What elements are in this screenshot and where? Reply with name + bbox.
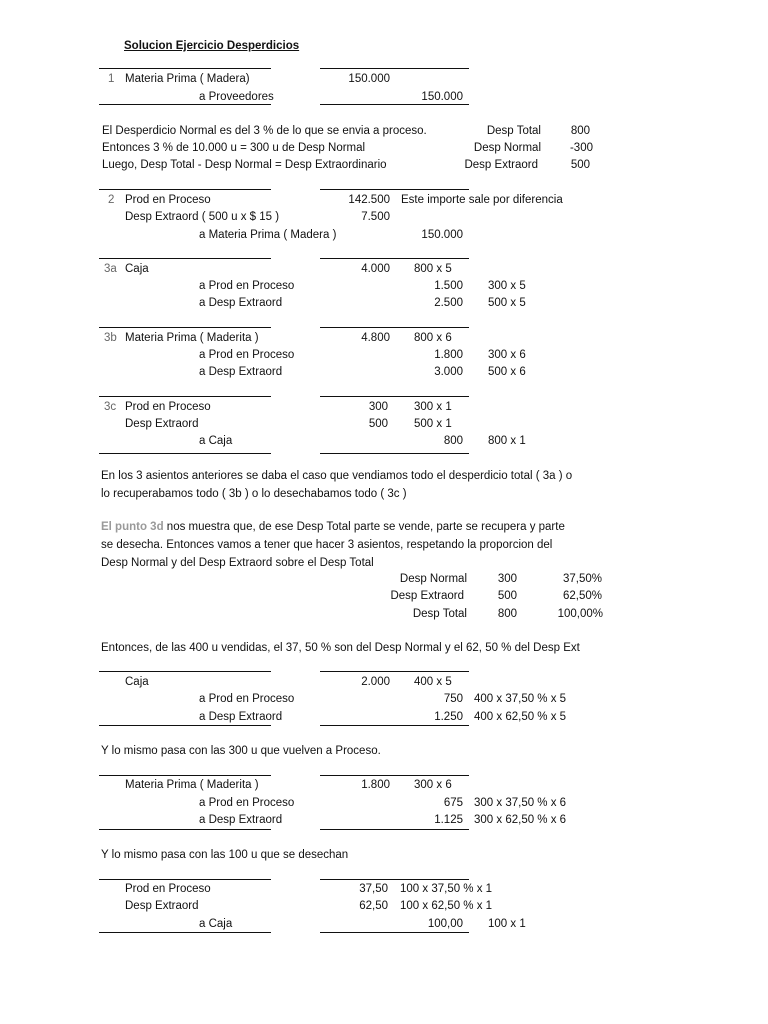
paragraph-line: se desecha. Entonces vamos a tener que hacer 3 asientos, respetando la proporcion del xyxy=(101,539,553,551)
debit-amount: 1.800 xyxy=(361,779,390,791)
entry-number: 1 xyxy=(108,73,115,85)
summary-label: Desp Extraord xyxy=(464,159,538,171)
proportion-pct: 62,50% xyxy=(562,590,602,602)
credit-account: a Prod en Proceso xyxy=(199,797,295,809)
credit-amount: 800 xyxy=(443,435,463,447)
debit-account: Materia Prima ( Maderita ) xyxy=(125,332,259,344)
debit-amount: 142.500 xyxy=(348,194,390,206)
summary-label: Desp Total xyxy=(486,125,541,137)
calc-note: 100 x 37,50 % x 1 xyxy=(400,883,493,895)
credit-amount: 1.800 xyxy=(434,349,463,361)
credit-amount: 1.500 xyxy=(434,280,463,292)
debit-account: Materia Prima ( Maderita ) xyxy=(125,779,259,791)
debit-account: Desp Extraord xyxy=(125,900,199,912)
paragraph-line: lo recuperabamos todo ( 3b ) o lo desechabamos todo ( 3c ) xyxy=(101,488,407,500)
credit-account: a Desp Extraord xyxy=(199,711,283,723)
calc-note: 100 x 62,50 % x 1 xyxy=(400,900,493,912)
calc-note: 500 x 6 xyxy=(488,366,526,378)
page-title: Solucion Ejercicio Desperdicios xyxy=(124,40,300,52)
credit-amount: 150.000 xyxy=(421,229,463,241)
credit-account: a Desp Extraord xyxy=(199,297,283,309)
credit-amount: 100,00 xyxy=(427,918,463,930)
calc-note: 800 x 6 xyxy=(414,332,452,344)
calc-note: 300 x 6 xyxy=(488,349,526,361)
summary-value: 500 xyxy=(570,159,590,171)
credit-amount: 1.125 xyxy=(434,814,463,826)
credit-account: a Desp Extraord xyxy=(199,814,283,826)
calc-note: 400 x 5 xyxy=(414,676,452,688)
explanation-line: El Desperdicio Normal es del 3 % de lo que se envia a proceso. xyxy=(102,125,427,137)
debit-account: Caja xyxy=(125,676,149,688)
debit-amount: 150.000 xyxy=(348,73,390,85)
credit-amount: 675 xyxy=(443,797,463,809)
debit-amount: 4.800 xyxy=(361,332,390,344)
debit-account: Prod en Proceso xyxy=(125,401,211,413)
calc-note: 800 x 1 xyxy=(488,435,526,447)
debit-amount: 500 xyxy=(368,418,388,430)
entry-number: 3b xyxy=(104,332,117,344)
credit-account: a Desp Extraord xyxy=(199,366,283,378)
explanation-line: Entonces 3 % de 10.000 u = 300 u de Desp Normal xyxy=(102,142,366,154)
debit-amount: 4.000 xyxy=(361,263,390,275)
explanation-line: Luego, Desp Total - Desp Normal = Desp Extraordinario xyxy=(102,159,387,171)
debit-account: Desp Extraord ( 500 u x $ 15 ) xyxy=(125,211,280,223)
credit-amount: 750 xyxy=(443,693,463,705)
credit-account: a Caja xyxy=(199,918,233,930)
credit-account: a Prod en Proceso xyxy=(199,693,295,705)
calc-note: 400 x 62,50 % x 5 xyxy=(474,711,567,723)
credit-account: a Caja xyxy=(199,435,233,447)
debit-account: Materia Prima ( Madera) xyxy=(125,73,250,85)
debit-amount: 2.000 xyxy=(361,676,390,688)
calc-note: 800 x 5 xyxy=(414,263,452,275)
proportion-label: Desp Normal xyxy=(399,573,467,585)
entry-number: 3a xyxy=(104,263,117,275)
paragraph-discarded: Y lo mismo pasa con las 100 u que se desechan xyxy=(101,849,349,861)
calc-note: 500 x 5 xyxy=(488,297,526,309)
calc-note: 100 x 1 xyxy=(488,918,526,930)
calc-note: 300 x 6 xyxy=(414,779,452,791)
calc-note: 300 x 1 xyxy=(414,401,452,413)
credit-amount: 150.000 xyxy=(421,91,463,103)
proportion-units: 800 xyxy=(497,608,517,620)
credit-account: a Prod en Proceso xyxy=(199,280,295,292)
highlight-text: El punto 3d xyxy=(101,521,164,533)
debit-account: Prod en Proceso xyxy=(125,883,211,895)
credit-amount: 3.000 xyxy=(434,366,463,378)
paragraph-sold: Entonces, de las 400 u vendidas, el 37, 50 % son del Desp Normal y el 62, 50 % del Desp Ext xyxy=(101,642,580,654)
calc-note: 300 x 37,50 % x 6 xyxy=(474,797,567,809)
proportion-label: Desp Total xyxy=(412,608,467,620)
debit-account: Caja xyxy=(125,263,149,275)
summary-label: Desp Normal xyxy=(473,142,541,154)
paragraph-line: El punto 3d nos muestra que, de ese Desp Total parte se vende, parte se recupera y parte xyxy=(101,521,565,533)
credit-account: a Materia Prima ( Madera ) xyxy=(199,229,337,241)
proportion-pct: 37,50% xyxy=(562,573,602,585)
credit-account: a Prod en Proceso xyxy=(199,349,295,361)
calc-note: 300 x 5 xyxy=(488,280,526,292)
debit-amount: 7.500 xyxy=(361,211,390,223)
proportion-pct: 100,00% xyxy=(557,608,603,620)
calc-note: 400 x 37,50 % x 5 xyxy=(474,693,567,705)
debit-amount: 37,50 xyxy=(359,883,388,895)
proportion-units: 500 xyxy=(497,590,517,602)
debit-amount: 62,50 xyxy=(359,900,388,912)
calc-note: 500 x 1 xyxy=(414,418,452,430)
credit-amount: 2.500 xyxy=(434,297,463,309)
credit-amount: 1.250 xyxy=(434,711,463,723)
paragraph-recovered: Y lo mismo pasa con las 300 u que vuelven a Proceso. xyxy=(101,745,381,757)
paragraph-line: En los 3 asientos anteriores se daba el caso que vendiamos todo el desperdicio total ( 3a ) o xyxy=(101,470,573,482)
proportion-label: Desp Extraord xyxy=(390,590,464,602)
paragraph-line: Desp Normal y del Desp Extraord sobre el Desp Total xyxy=(101,557,374,569)
debit-account: Prod en Proceso xyxy=(125,194,211,206)
amount-note: Este importe sale por diferencia xyxy=(401,194,563,206)
debit-account: Desp Extraord xyxy=(125,418,199,430)
credit-account: a Proveedores xyxy=(199,91,274,103)
entry-number: 3c xyxy=(104,401,117,413)
calc-note: 300 x 62,50 % x 6 xyxy=(474,814,567,826)
debit-amount: 300 xyxy=(368,401,388,413)
proportion-units: 300 xyxy=(497,573,517,585)
summary-value: 800 xyxy=(570,125,590,137)
summary-value: -300 xyxy=(569,142,593,154)
entry-number: 2 xyxy=(108,194,115,206)
